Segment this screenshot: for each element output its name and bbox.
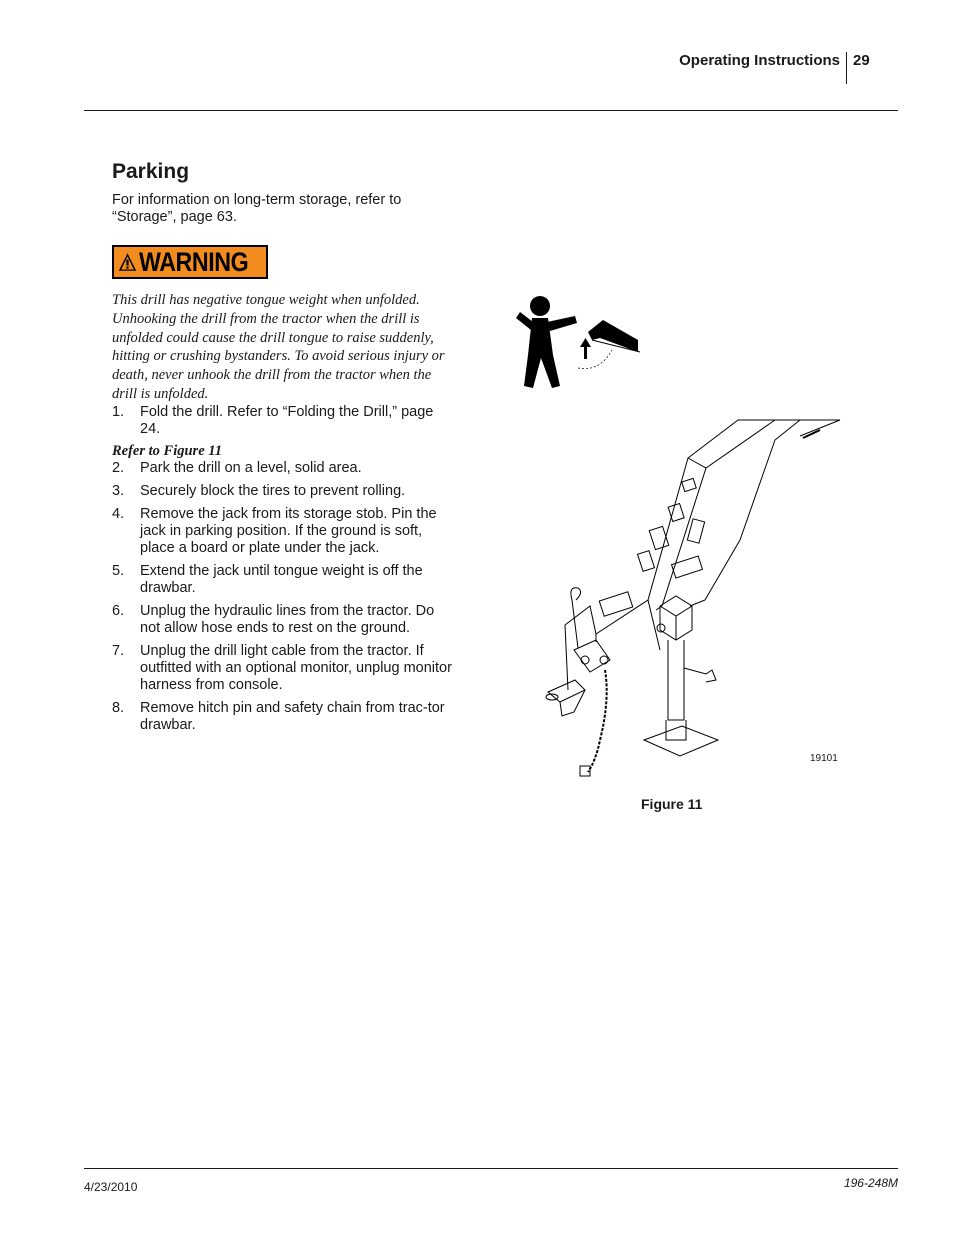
step-text: Securely block the tires to prevent rolling. (140, 482, 406, 499)
step-text: Remove the jack from its storage stob. Pin the jack in parking position. If the ground is soft, place a board or plate under the jack. (140, 505, 437, 556)
step-number: 3. (112, 482, 125, 499)
page-number: 29 (853, 52, 870, 69)
step-number: 4. (112, 505, 125, 522)
running-header-title: Operating Instructions (679, 52, 840, 69)
list-item (112, 700, 452, 734)
figure-image-number: 19101 (810, 753, 838, 764)
step-text: Unplug the hydraulic lines from the tractor. Do not allow hose ends to rest on the ground. (140, 602, 435, 636)
footer-date: 4/23/2010 (84, 1180, 138, 1194)
footer-document-number: 196-248M (843, 1176, 898, 1190)
step-text: Unplug the drill light cable from the tractor. If outfitted with an optional monitor, unplug monitor harness from console. (140, 642, 452, 693)
warning-label (112, 245, 268, 279)
warning-signal-word: WARNING (139, 247, 249, 277)
figure-caption: Figure 11 (641, 796, 703, 812)
step-text: Park the drill on a level, solid area. (140, 459, 362, 476)
step-text: Remove hitch pin and safety chain from trac-tor drawbar. (140, 699, 445, 733)
step-number: 5. (112, 562, 125, 579)
list-item (112, 643, 452, 694)
step-number: 7. (112, 642, 125, 659)
header-rule (84, 110, 898, 111)
list-item (112, 603, 452, 637)
list-item (112, 460, 452, 477)
content-column (112, 160, 452, 740)
list-item (112, 506, 452, 557)
figure-illustration (510, 290, 850, 790)
section-title: Parking (112, 160, 190, 183)
step-number: 8. (112, 699, 125, 716)
intro-paragraph: For information on long-term storage, refer to “Storage”, page 63. (112, 192, 402, 225)
list-item (112, 563, 452, 597)
list-item (112, 404, 452, 438)
footer-rule (84, 1168, 898, 1169)
drill-tongue-drawing (546, 420, 840, 776)
figure-reference: Refer to Figure 11 (112, 442, 222, 459)
step-text: Fold the drill. Refer to “Folding the Drill,” page 24. (140, 403, 434, 437)
list-item (112, 483, 452, 500)
step-number: 1. (112, 403, 125, 420)
step-text: Extend the jack until tongue weight is off the drawbar. (140, 562, 423, 596)
step-number: 6. (112, 602, 125, 619)
header-separator (846, 52, 847, 84)
steps-list-second (112, 460, 452, 734)
warning-message: This drill has negative tongue weight when unfolded. Unhooking the drill from the tractor when the drill is unfolded could cause the drill tongue to raise suddenly, hitting or crushing bystanders. To avoid serious injury or death, never unhook the drill from the tractor when the drill is unfolded. (112, 292, 445, 402)
step-number: 2. (112, 459, 125, 476)
person-tongue-hazard-icon (516, 296, 640, 388)
steps-list-first (112, 404, 452, 438)
warning-triangle-icon (118, 250, 137, 274)
